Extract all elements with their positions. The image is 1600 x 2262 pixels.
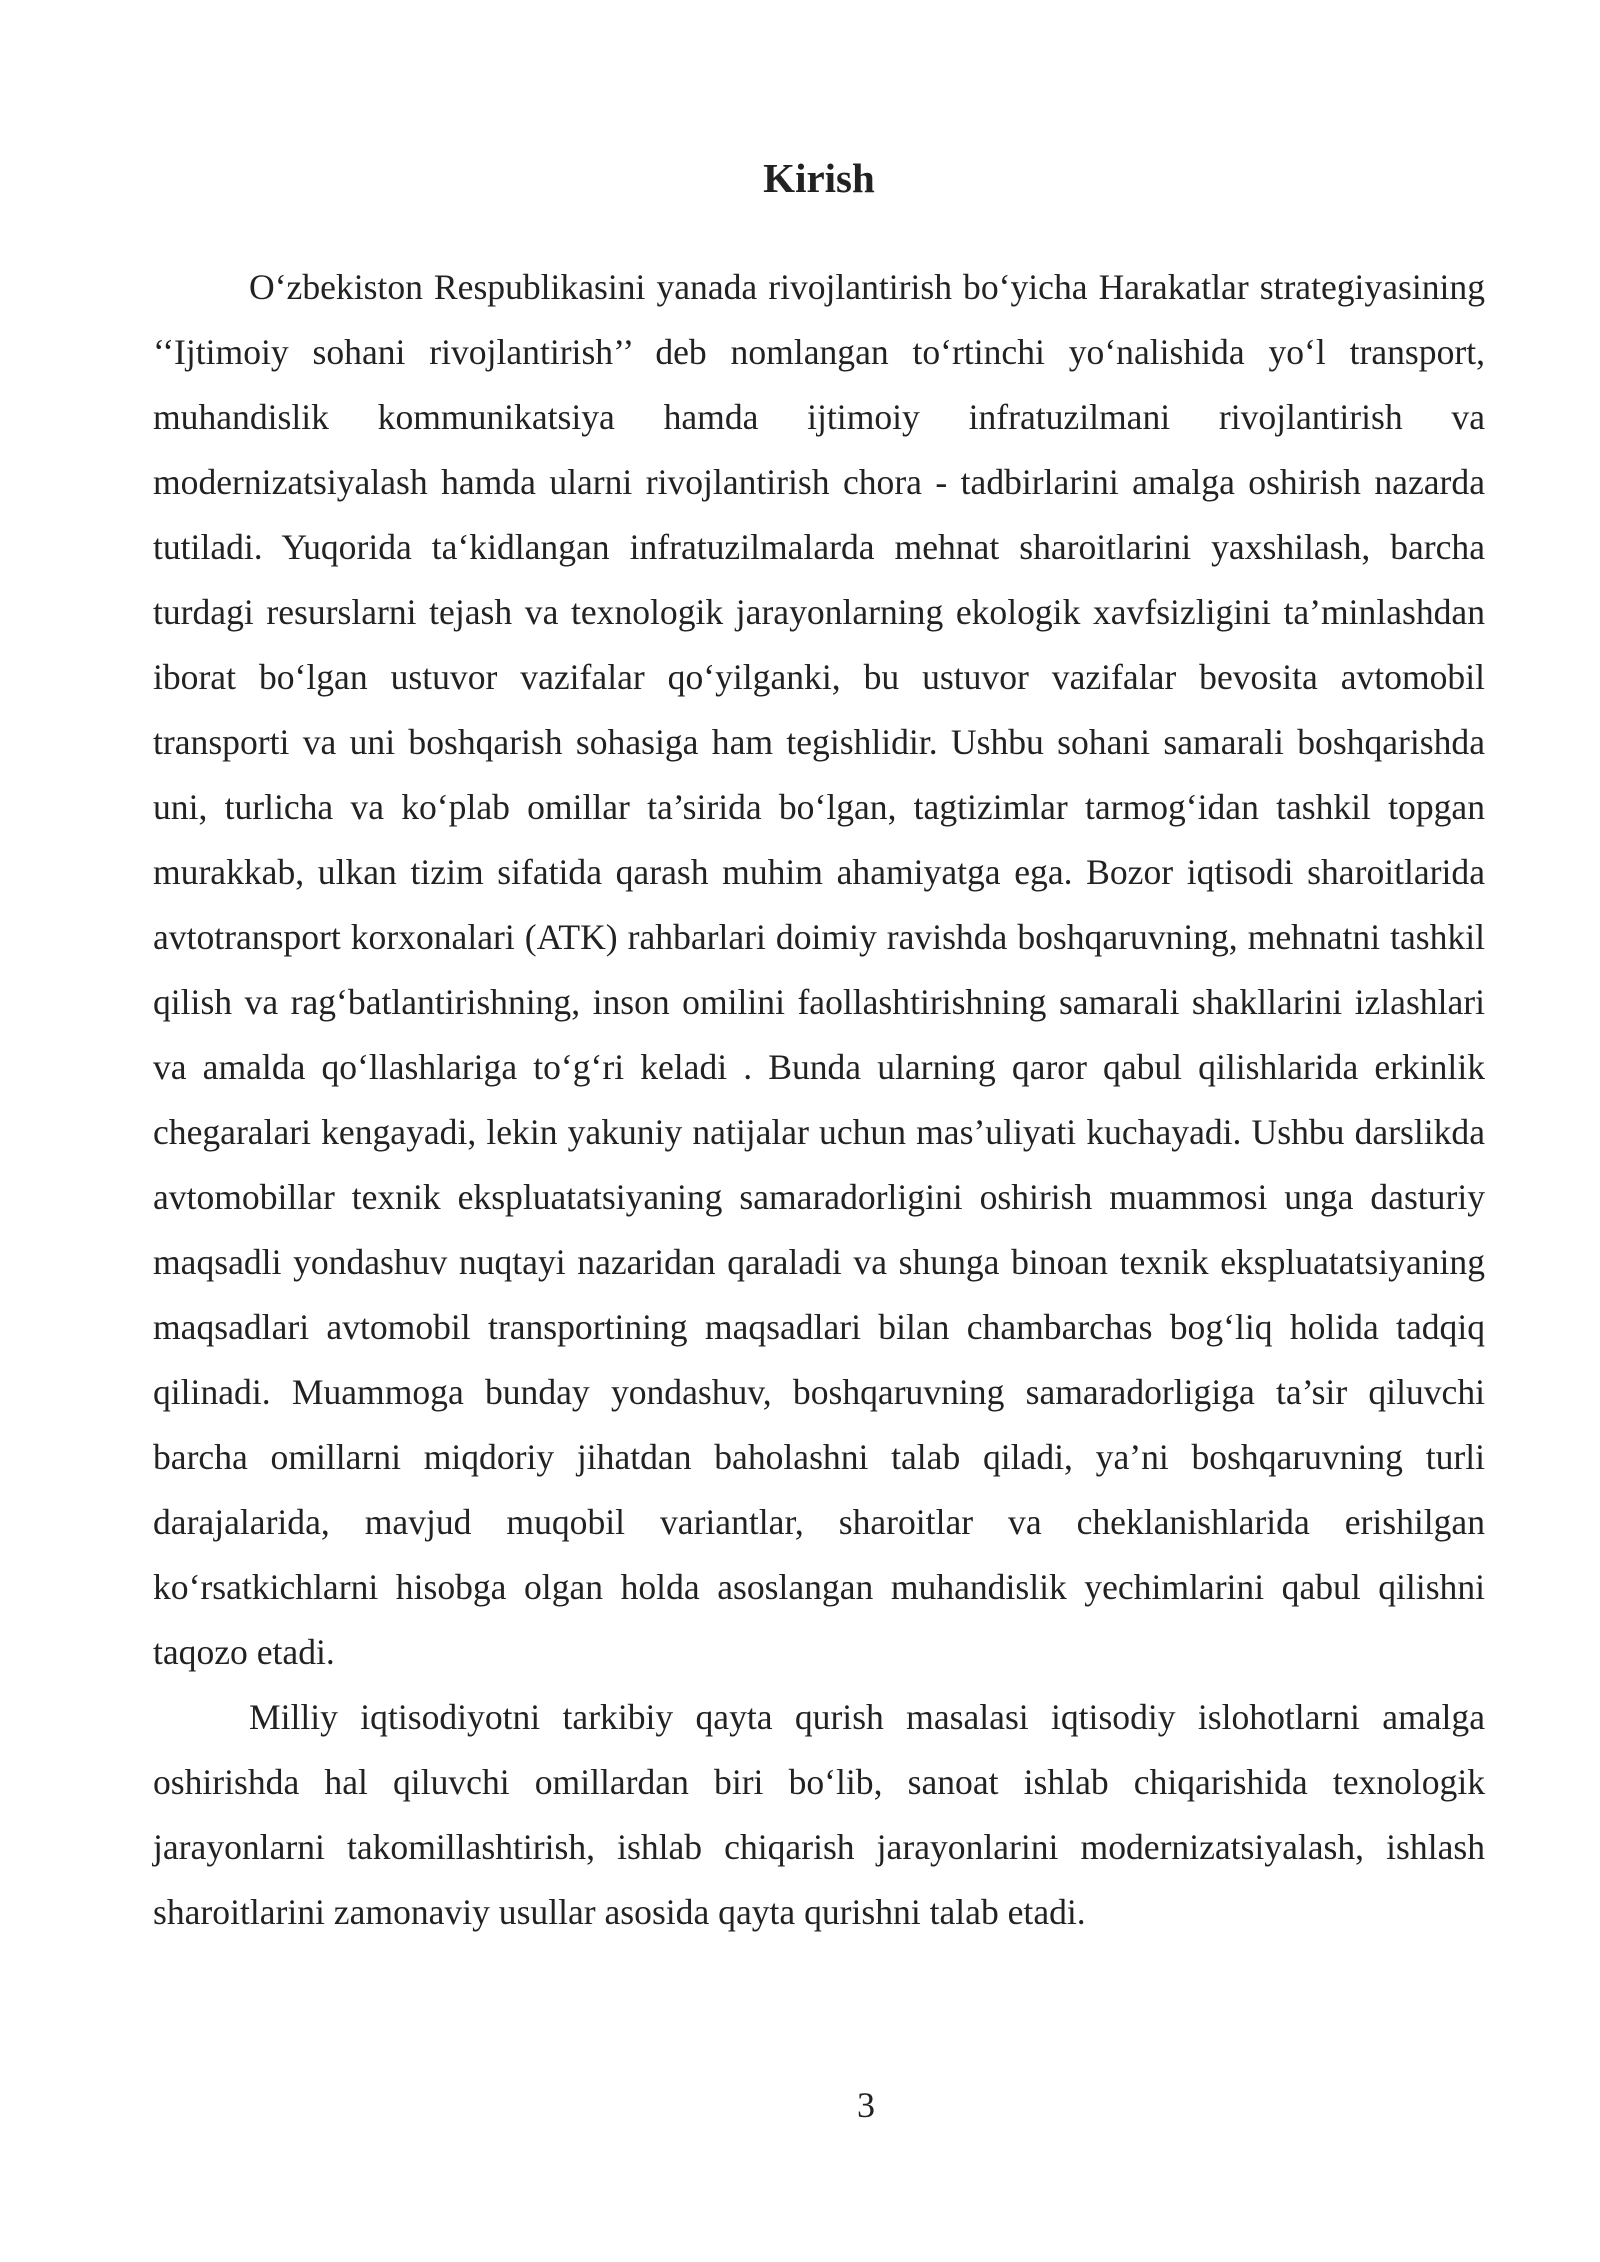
paragraph-1: O‘zbekiston Respublikasini yanada rivojlantirish bo‘yicha Harakatlar strategiyasining ‘‘Ijtimoiy sohani rivojlantirish’’ deb nomlangan to‘rtinchi yo‘nalishida yo‘l transport, muhandislik kommunikatsiya hamda ijtimoiy infratuzilmani rivojlantirish va modernizatsiyalash hamda ularni rivojlantirish chora - tadbirlarini amalga oshirish nazarda tutiladi. Yuqorida ta‘kidlangan infratuzilmalarda mehnat sharoitlarini yaxshilash, barcha turdagi resurslarni tejash va texnologik jarayonlarning ekologik xavfsizligini ta’minlashdan iborat bo‘lgan ustuvor vazifalar qo‘yilganki, bu ustuvor vazifalar bevosita avtomobil transporti va uni boshqarish sohasiga ham tegishlidir. Ushbu sohani samarali boshqarishda uni, turlicha va ko‘plab omillar ta’sirida bo‘lgan, tagtizimlar tarmog‘idan tashkil topgan murakkab, ulkan tizim sifatida qarash muhim ahamiyatga ega. Bozor iqtisodi sharoitlarida avtotransport korxonalari (ATK) rahbarlari doimiy ravishda boshqaruvning, mehnatni tashkil qilish va rag‘batlantirishning, inson omilini faollashtirishning samarali shakllarini izlashlari va amalda qo‘llashlariga to‘g‘ri keladi . Bunda ularning qaror qabul qilishlarida erkinlik chegaralari kengayadi, lekin yakuniy natijalar uchun mas’uliyati kuchayadi. Ushbu darslikda avtomobillar texnik ekspluatatsiyaning samaradorligini oshirish muammosi unga dasturiy maqsadli yondashuv nuqtayi nazaridan qaraladi va shunga binoan texnik ekspluatatsiyaning maqsadlari avtomobil transportining maqsadlari bilan chambarchas bog‘liq holida tadqiq qilinadi. Muammoga bunday yondashuv, boshqaruvning samaradorligiga ta’sir qiluvchi barcha omillarni miqdoriy jihatdan baholashni talab qiladi, ya’ni boshqaruvning turli darajalarida, mavjud muqobil variantlar, sharoitlar va cheklanishlarida erishilgan ko‘rsatkichlarni hisobga olgan holda asoslangan muhandislik yechimlarini qabul qilishni taqozo etadi. <box>153 267 1485 1672</box>
paragraph-2: Milliy iqtisodiyotni tarkibiy qayta qurish masalasi iqtisodiy islohotlarni amalga oshirishda hal qiluvchi omillardan biri bo‘lib, sanoat ishlab chiqarishida texnologik jarayonlarni takomillashtirish, ishlab chiqarish jarayonlarini modernizatsiyalash, ishlash sharoitlarini zamonaviy usullar asosida qayta qurishni talab etadi. <box>153 1697 1485 1932</box>
page-number: 3 <box>857 2085 875 2125</box>
body-text <box>153 255 1485 1945</box>
page-title: Kirish <box>763 155 875 201</box>
